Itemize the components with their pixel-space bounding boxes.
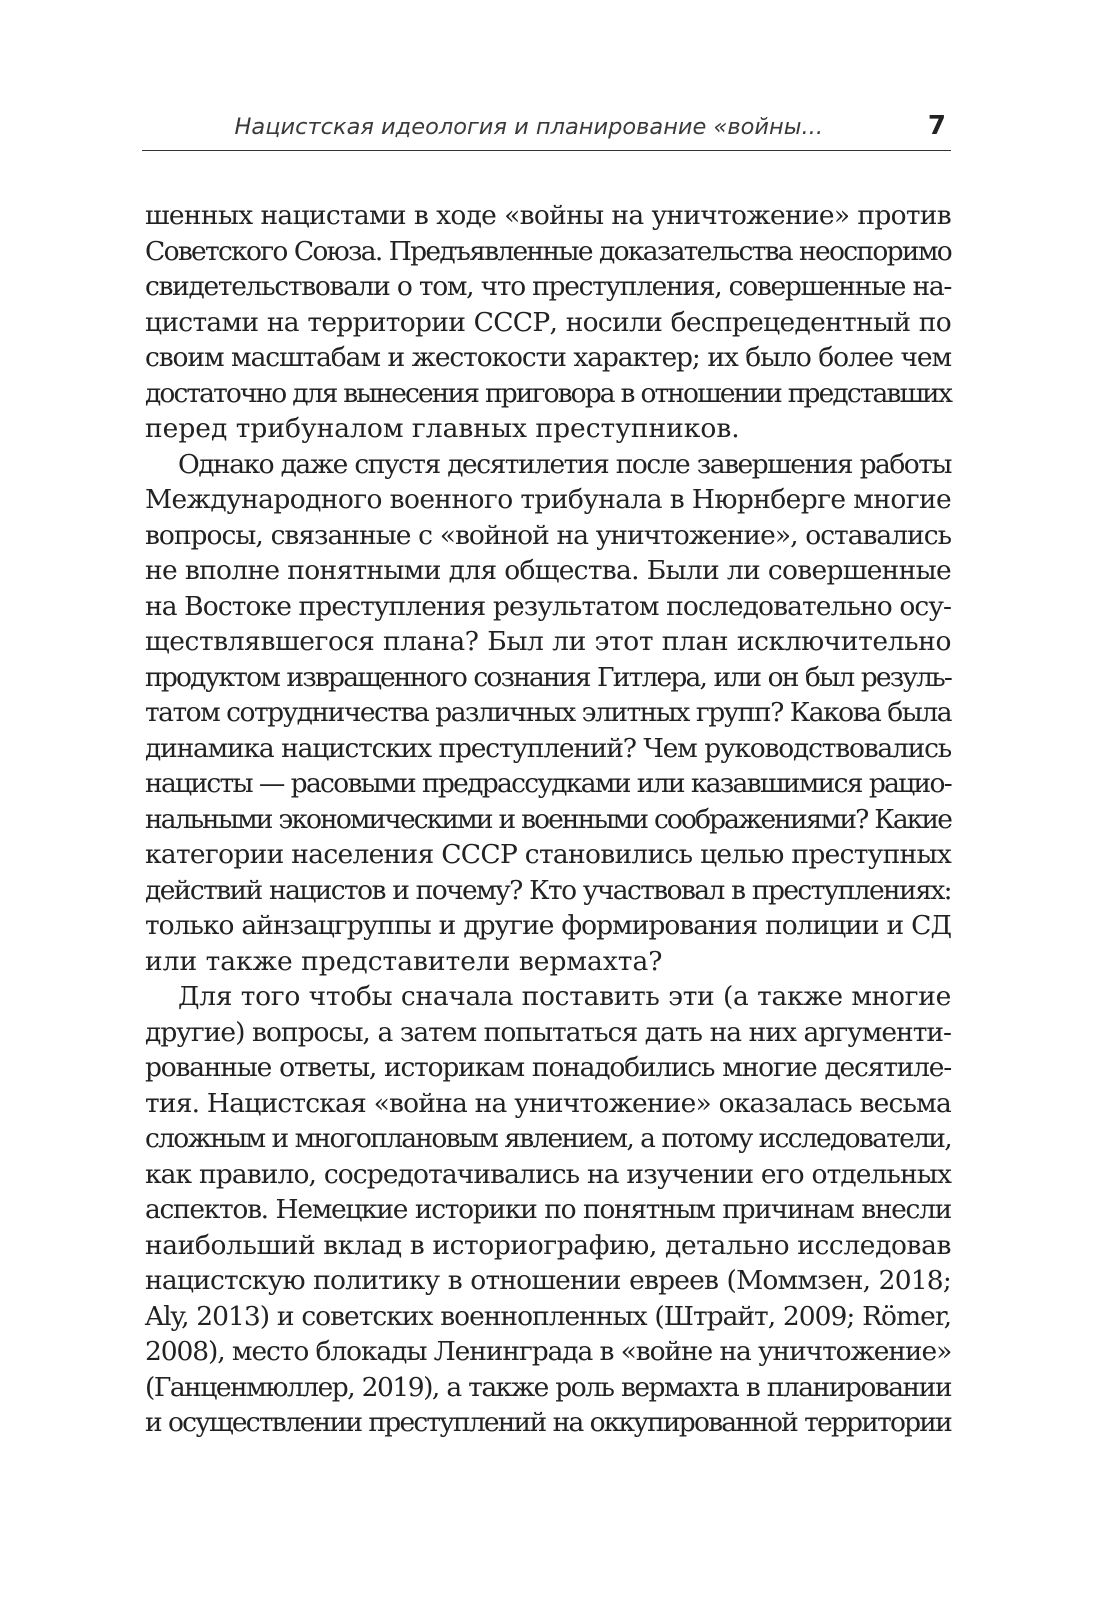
text-line: нальными экономическими и военными соображениями? Какие: [145, 803, 951, 835]
text-line: шенных нацистами в ходе «войны на уничтожение» против: [145, 200, 951, 231]
text-line: Международного военного трибунала в Нюрнберге многие: [145, 484, 952, 515]
running-title: Нацистская идеология и планирование «войны...: [234, 114, 823, 140]
text-line: свидетельствовали о том, что преступления, совершенные на-: [145, 271, 951, 302]
text-line: (Ганценмюллер, 2019), а также роль вермахта в планировании: [145, 1371, 951, 1403]
text-line: своим масштабам и жестокости характер; их было более чем: [145, 342, 951, 373]
text-line: и осуществлении преступлений на оккупированной территории: [145, 1407, 951, 1438]
text-line: или также представители вермахта?: [145, 945, 663, 977]
text-line: категории населения СССР становились целью преступных: [145, 839, 952, 870]
text-line: ществлявшегося плана? Был ли этот план исключительно: [145, 626, 951, 657]
text-line: достаточно для вынесения приговора в отношении представших: [145, 377, 951, 409]
paragraph-2: [145, 447, 951, 980]
text-line: тия. Нацистская «война на уничтожение» оказалась весьма: [145, 1087, 951, 1119]
text-line: вопросы, связанные с «войной на уничтожение», оставались: [145, 519, 951, 551]
text-line: не вполне понятными для общества. Были ли совершенные: [145, 555, 951, 586]
text-line: нацистскую политику в отношении евреев (Моммзен, 2018;: [145, 1265, 951, 1296]
text-line: на Востоке преступления результатом последовательно осу-: [145, 590, 952, 622]
text-line: Для того чтобы сначала поставить эти (а также многие: [178, 981, 951, 1012]
text-line: другие) вопросы, а затем попытаться дать на них аргументи-: [145, 1016, 951, 1048]
text-line: нацисты — расовыми предрассудками или казавшимися рацио-: [145, 768, 951, 799]
text-line: рованные ответы, историкам понадобились многие десятиле-: [145, 1052, 951, 1083]
text-line: как правило, сосредотачивались на изучении его отдельных: [145, 1158, 951, 1190]
text-line: Однако даже спустя десятилетия после завершения работы: [178, 448, 951, 480]
body-text: [145, 198, 951, 1441]
running-header: [142, 110, 951, 151]
text-line: цистами на территории СССР, носили беспрецедентный по: [145, 306, 951, 338]
text-line: татом сотрудничества различных элитных групп? Какова была: [145, 697, 951, 728]
text-line: Aly, 2013) и советских военнопленных (Штрайт, 2009; Römer,: [145, 1300, 951, 1332]
page-number: 7: [927, 111, 946, 141]
text-line: наибольший вклад в историографию, детально исследовав: [145, 1229, 951, 1261]
paragraph-3: [145, 979, 951, 1441]
paragraph-1: [145, 198, 951, 447]
text-line: Советского Союза. Предъявленные доказательства неоспоримо: [145, 235, 951, 267]
text-line: 2008), место блокады Ленинграда в «войне на уничтожение»: [145, 1336, 952, 1367]
text-line: перед трибуналом главных преступников.: [145, 413, 740, 444]
text-line: динамика нацистских преступлений? Чем руководствовались: [145, 732, 951, 764]
text-line: аспектов. Немецкие историки по понятным причинам внесли: [145, 1194, 951, 1225]
text-line: только айнзацгруппы и другие формирования полиции и СД: [145, 910, 951, 941]
text-line: действий нацистов и почему? Кто участвовал в преступлениях:: [145, 874, 951, 906]
text-line: продуктом извращенного сознания Гитлера, или он был резуль-: [145, 661, 951, 693]
text-line: сложным и многоплановым явлением, а потому исследователи,: [145, 1123, 951, 1154]
